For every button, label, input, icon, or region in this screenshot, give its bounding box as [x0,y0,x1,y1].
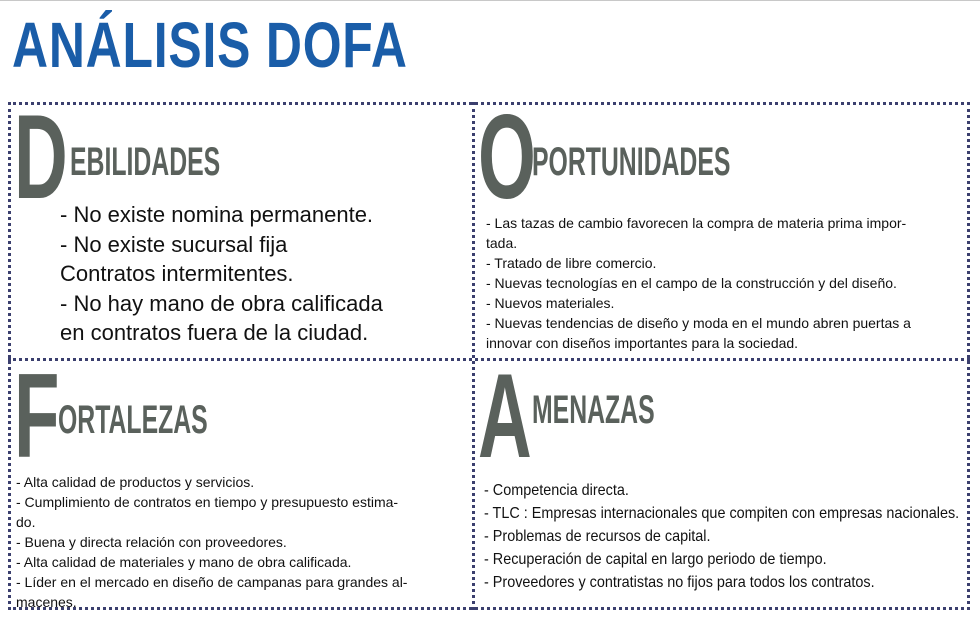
list-item: - No existe sucursal fija [60,231,288,257]
debilidades-heading: EBILIDADES [70,140,221,184]
top-rule [0,0,980,1]
list-item: - Tratado de libre comercio. [486,255,657,271]
list-item: innovar con diseños importantes para la sociedad. [486,335,799,351]
list-item: macenes. [16,594,77,610]
list-item: - TLC : Empresas internacionales que compiten con empresas nacionales. [484,505,960,522]
list-item: - No hay mano de obra calificada [60,290,383,316]
list-item: - Cumplimiento de contratos en tiempo y presupuesto estima- [16,494,399,510]
page-title: ANÁLISIS DOFA [12,9,408,81]
list-item: - Nuevos materiales. [486,295,615,311]
vertical-divider [472,102,475,610]
list-item: - Problemas de recursos de capital. [484,528,711,545]
list-item: - Recuperación de capital en largo periodo de tiempo. [484,551,827,568]
list-item: - Proveedores y contratistas no fijos para todos los contratos. [484,574,875,591]
list-item: en contratos fuera de la ciudad. [60,320,369,345]
debilidades-list [60,200,383,348]
list-item: Contratos intermitentes. [60,261,294,286]
list-item: tada. [486,235,518,251]
list-item: - Nuevas tecnologías en el campo de la construcción y del diseño. [486,275,897,291]
list-item: - No existe nomina permanente. [60,202,374,227]
list-item: - Las tazas de cambio favorecen la compra de materia prima impor- [486,215,907,231]
list-item: - Nuevas tendencias de diseño y moda en el mundo abren puertas a [486,315,911,331]
fortalezas-list [16,472,407,612]
list-item: - Competencia directa. [484,482,629,499]
list-item: - Alta calidad de materiales y mano de obra calificada. [16,554,352,570]
list-item: - Buena y directa relación con proveedores. [16,534,287,550]
amenazas-initial: A [478,349,532,483]
oportunidades-initial: O [478,90,536,224]
list-item: - Líder en el mercado en diseño de campanas para grandes al- [16,574,408,590]
amenazas-heading: MENAZAS [532,388,655,432]
debilidades-initial: D [14,90,68,224]
oportunidades-list [486,213,911,353]
fortalezas-initial: F [14,349,60,483]
list-item: do. [16,514,36,530]
fortalezas-heading: ORTALEZAS [58,398,208,442]
list-item: - Alta calidad de productos y servicios. [16,474,255,490]
amenazas-list [484,479,959,594]
oportunidades-heading: PORTUNIDADES [532,140,731,184]
